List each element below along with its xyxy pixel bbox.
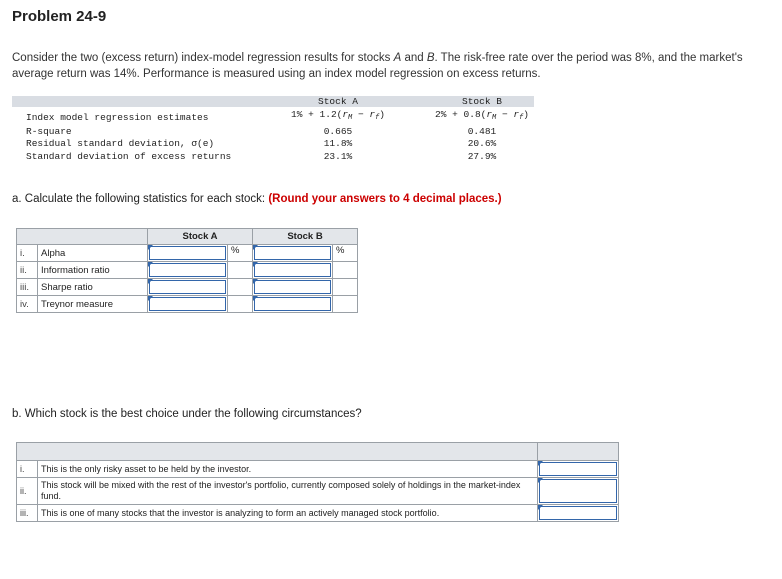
row-number: iii. xyxy=(17,505,38,522)
row-text: This is the only risky asset to be held by the investor. xyxy=(38,461,538,478)
row-label: Sharpe ratio xyxy=(38,279,148,296)
choice-only-risky-asset-dropdown[interactable] xyxy=(538,461,619,478)
row-number: i. xyxy=(17,245,38,262)
treynor-stock-b-input[interactable] xyxy=(253,296,333,313)
regression-value: 27.9% xyxy=(467,151,497,162)
answer-table-a xyxy=(16,228,358,313)
regression-eq-stock-a: $1\% + 1.2(r_M - r_f)$ xyxy=(291,109,385,122)
row-label: Alpha xyxy=(38,245,148,262)
table-row xyxy=(17,279,358,296)
regression-value: 23.1% xyxy=(323,151,353,162)
table-row xyxy=(17,296,358,313)
table-row xyxy=(17,262,358,279)
choice-mixed-index-dropdown[interactable] xyxy=(538,478,619,505)
row-label: Information ratio xyxy=(38,262,148,279)
sharpe-ratio-stock-a-input[interactable] xyxy=(148,279,228,296)
regression-col-stock-b: Stock B xyxy=(462,96,502,107)
row-number: iv. xyxy=(17,296,38,313)
table-row xyxy=(17,478,619,505)
sharpe-ratio-stock-b-input[interactable] xyxy=(253,279,333,296)
row-label: Treynor measure xyxy=(38,296,148,313)
regression-row-label: Index model regression estimates xyxy=(26,112,209,123)
regression-row-label: R-square xyxy=(26,126,72,137)
row-number: iii. xyxy=(17,279,38,296)
regression-value: 11.8% xyxy=(323,138,353,149)
regression-value: 0.481 xyxy=(467,126,497,137)
rounding-note: (Round your answers to 4 decimal places.) xyxy=(268,193,502,205)
question-b: b. Which stock is the best choice under the following circumstances? xyxy=(12,408,362,420)
info-ratio-stock-b-input[interactable] xyxy=(253,262,333,279)
row-number: ii. xyxy=(17,262,38,279)
treynor-stock-a-input[interactable] xyxy=(148,296,228,313)
alpha-stock-b-input[interactable] xyxy=(253,245,333,262)
col-header-stock-b: Stock B xyxy=(253,229,358,245)
problem-intro: Consider the two (excess return) index-model regression results for stocks A and B. The risk-free rate over the period was 8%, and the market's average return was 14%. Performance is measured using an index model regression on excess returns. xyxy=(12,52,743,80)
table-row xyxy=(17,505,619,522)
table-row xyxy=(17,245,358,262)
row-text: This is one of many stocks that the investor is analyzing to form an actively managed stock portfolio. xyxy=(38,505,538,522)
choice-active-portfolio-dropdown[interactable] xyxy=(538,505,619,522)
col-header-stock-a: Stock A xyxy=(148,229,253,245)
regression-value: 20.6% xyxy=(467,138,497,149)
alpha-stock-a-input[interactable] xyxy=(148,245,228,262)
regression-value: 0.665 xyxy=(323,126,353,137)
percent-unit: % xyxy=(333,245,358,262)
regression-col-stock-a: Stock A xyxy=(318,96,358,107)
row-text: This stock will be mixed with the rest of the investor's portfolio, currently composed solely of holdings in the market-index fund. xyxy=(38,478,538,505)
info-ratio-stock-a-input[interactable] xyxy=(148,262,228,279)
percent-unit: % xyxy=(228,245,253,262)
table-row xyxy=(17,461,619,478)
regression-row-label: Residual standard deviation, σ(e) xyxy=(26,138,215,149)
answer-table-b xyxy=(16,442,619,522)
row-number: i. xyxy=(17,461,38,478)
regression-row-label: Standard deviation of excess returns xyxy=(26,151,232,162)
problem-title: Problem 24-9 xyxy=(12,8,107,25)
question-a: a. Calculate the following statistics for each stock: (Round your answers to 4 decimal places.) xyxy=(12,193,502,205)
regression-eq-stock-b: $2\% + 0.8(r_M - r_f)$ xyxy=(435,109,529,122)
row-number: ii. xyxy=(17,478,38,505)
